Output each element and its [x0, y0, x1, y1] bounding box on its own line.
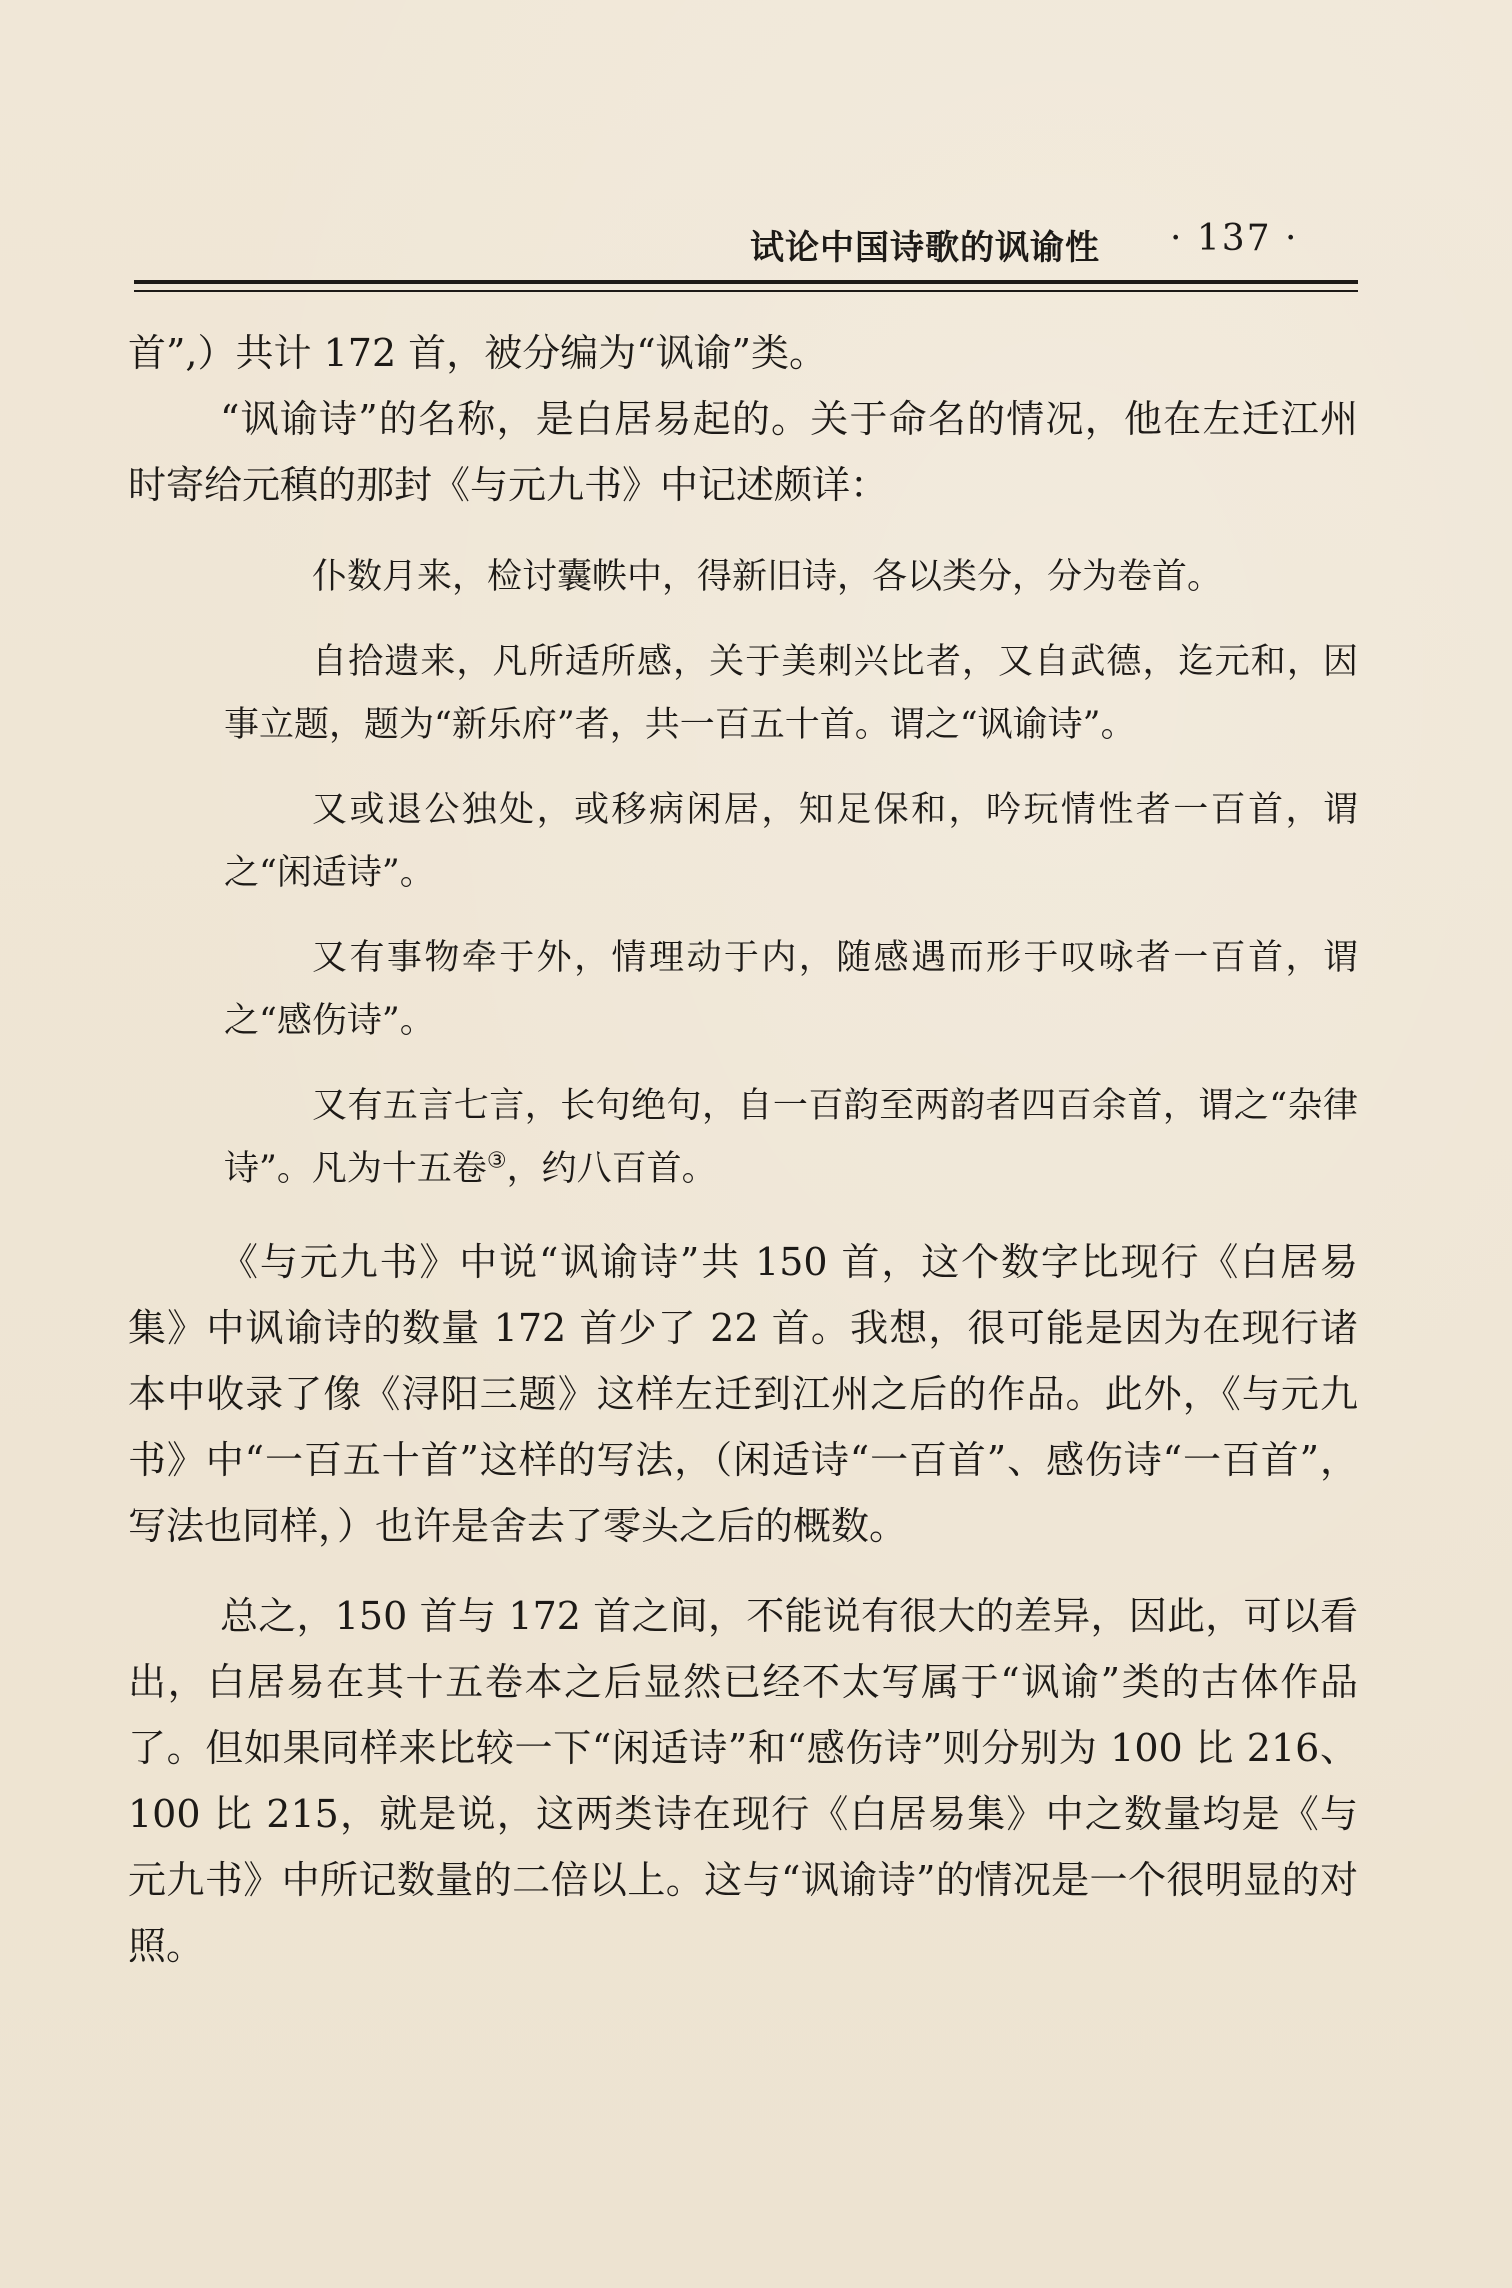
quote-1: 仆数月来，检讨囊帙中，得新旧诗，各以类分，分为卷首。 [312, 557, 1223, 597]
quotation-block [224, 546, 1358, 1201]
quote-5 [224, 1075, 1358, 1201]
paragraph-4: 总之，150 首与 172 首之间，不能说有很大的差异，因此，可以看出，白居易在其十五卷本之后显然已经不太写属于“讽谕”类的古体作品了。但如果同样来比较一下“闲适诗”和“感伤诗”则分别为 100 比 216、100 比 215，就是说，这两类诗在现行《白居易集》中之数量均是《与元九书》中所记数量的二倍以上。这与“讽谕诗”的情况是一个很明显的对照。 [128, 1594, 1358, 1968]
quote-3: 又或退公独处，或移病闲居，知足保和，吟玩情性者一百首，谓之“闲适诗”。 [224, 790, 1358, 893]
page-header [130, 218, 1360, 278]
quote-2: 自拾遗来，凡所适所感，关于美刺兴比者，又自武德，迄元和，因事立题，题为“新乐府”者，共一百五十首。谓之“讽谕诗”。 [224, 642, 1358, 745]
paragraph-1: 首”,）共计 172 首，被分编为“讽谕”类。 [128, 331, 828, 375]
header-rule-thick [134, 280, 1358, 284]
header-rule-thin [134, 290, 1358, 292]
quote-5-text: 又有五言七言，长句绝句，自一百韵至两韵者四百余首，谓之“杂律诗”。凡为十五卷 [224, 1086, 1358, 1189]
paragraph-3: 《与元九书》中说“讽谕诗”共 150 首，这个数字比现行《白居易集》中讽谕诗的数量 172 首少了 22 首。我想，很可能是因为在现行诸本中收录了像《浔阳三题》这样左迁到江州之后的作品。此外，《与元九书》中“一百五十首”这样的写法，（闲适诗“一百首”、感伤诗“一百首”，写法也同样，）也许是舍去了零头之后的概数。 [128, 1240, 1358, 1548]
main-text [128, 320, 1358, 1979]
quote-5-tail: ，约八百首。 [506, 1149, 717, 1189]
quote-4: 又有事物牵于外，情理动于内，随感遇而形于叹咏者一百首，谓之“感伤诗”。 [224, 938, 1358, 1041]
footnote-marker: ③ [486, 1148, 507, 1174]
paragraph-2: “讽谕诗”的名称，是白居易起的。关于命名的情况，他在左迁江州时寄给元稹的那封《与元九书》中记述颇详： [128, 397, 1358, 507]
running-title: 试论中国诗歌的讽谕性 [750, 228, 1100, 268]
page-number: · 137 · [1170, 218, 1299, 259]
